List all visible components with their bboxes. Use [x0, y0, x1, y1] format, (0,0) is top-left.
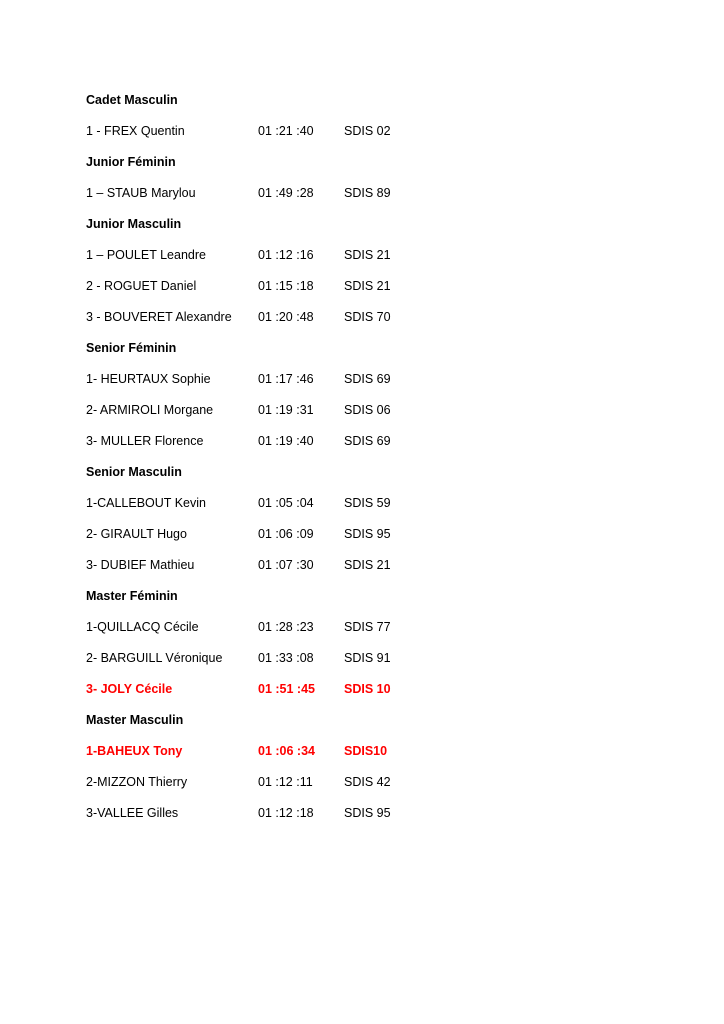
finish-time: 01 :20 :48 [258, 309, 314, 324]
athlete-name: 1 - FREX Quentin [86, 123, 185, 138]
team-code: SDIS 89 [344, 185, 391, 200]
result-row [86, 425, 506, 456]
team-code: SDIS 95 [344, 805, 391, 820]
athlete-name: 2- GIRAULT Hugo [86, 526, 187, 541]
result-row [86, 394, 506, 425]
result-row [86, 487, 506, 518]
athlete-name: 2- BARGUILL Véronique [86, 650, 223, 665]
result-row [86, 673, 506, 704]
finish-time: 01 :05 :04 [258, 495, 314, 510]
team-code: SDIS 69 [344, 433, 391, 448]
finish-time: 01 :15 :18 [258, 278, 314, 293]
team-code: SDIS 02 [344, 123, 391, 138]
category-heading: Junior Féminin [86, 154, 176, 169]
finish-time: 01 :07 :30 [258, 557, 314, 572]
finish-time: 01 :51 :45 [258, 681, 315, 696]
athlete-name: 1- HEURTAUX Sophie [86, 371, 211, 386]
finish-time: 01 :06 :09 [258, 526, 314, 541]
athlete-name: 1 – POULET Leandre [86, 247, 206, 262]
result-row [86, 518, 506, 549]
category-heading: Senior Féminin [86, 340, 177, 355]
result-row [86, 735, 506, 766]
finish-time: 01 :06 :34 [258, 743, 315, 758]
finish-time: 01 :19 :31 [258, 402, 314, 417]
finish-time: 01 :12 :18 [258, 805, 314, 820]
finish-time: 01 :33 :08 [258, 650, 314, 665]
team-code: SDIS 77 [344, 619, 391, 634]
finish-time: 01 :21 :40 [258, 123, 314, 138]
athlete-name: 3- DUBIEF Mathieu [86, 557, 195, 572]
result-row [86, 115, 506, 146]
result-row [86, 797, 506, 828]
athlete-name: 2-MIZZON Thierry [86, 774, 188, 789]
athlete-name: 3- JOLY Cécile [86, 681, 173, 696]
athlete-name: 2 - ROGUET Daniel [86, 278, 197, 293]
athlete-name: 1-CALLEBOUT Kevin [86, 495, 206, 510]
finish-time: 01 :12 :11 [258, 774, 313, 789]
team-code: SDIS 10 [344, 681, 391, 696]
athlete-name: 1 – STAUB Marylou [86, 185, 196, 200]
category-heading: Master Féminin [86, 588, 178, 603]
result-row [86, 549, 506, 580]
result-row [86, 642, 506, 673]
category-heading: Senior Masculin [86, 464, 182, 479]
athlete-name: 2- ARMIROLI Morgane [86, 402, 214, 417]
result-row [86, 611, 506, 642]
result-row [86, 177, 506, 208]
athlete-name: 1-BAHEUX Tony [86, 743, 183, 758]
result-row [86, 766, 506, 797]
team-code: SDIS 69 [344, 371, 391, 386]
team-code: SDIS10 [344, 743, 388, 758]
team-code: SDIS 06 [344, 402, 391, 417]
team-code: SDIS 21 [344, 557, 391, 572]
athlete-name: 1-QUILLACQ Cécile [86, 619, 199, 634]
result-row [86, 270, 506, 301]
finish-time: 01 :17 :46 [258, 371, 314, 386]
team-code: SDIS 42 [344, 774, 391, 789]
athlete-name: 3 - BOUVERET Alexandre [86, 309, 232, 324]
team-code: SDIS 91 [344, 650, 391, 665]
athlete-name: 3-VALLEE Gilles [86, 805, 179, 820]
result-row [86, 301, 506, 332]
category-heading: Junior Masculin [86, 216, 182, 231]
result-row [86, 239, 506, 270]
finish-time: 01 :49 :28 [258, 185, 314, 200]
team-code: SDIS 59 [344, 495, 391, 510]
team-code: SDIS 95 [344, 526, 391, 541]
team-code: SDIS 21 [344, 247, 391, 262]
athlete-name: 3- MULLER Florence [86, 433, 204, 448]
category-heading: Master Masculin [86, 712, 184, 727]
results-list [86, 84, 506, 828]
team-code: SDIS 21 [344, 278, 391, 293]
finish-time: 01 :28 :23 [258, 619, 314, 634]
result-row [86, 363, 506, 394]
finish-time: 01 :19 :40 [258, 433, 314, 448]
category-heading: Cadet Masculin [86, 92, 178, 107]
finish-time: 01 :12 :16 [258, 247, 314, 262]
team-code: SDIS 70 [344, 309, 391, 324]
